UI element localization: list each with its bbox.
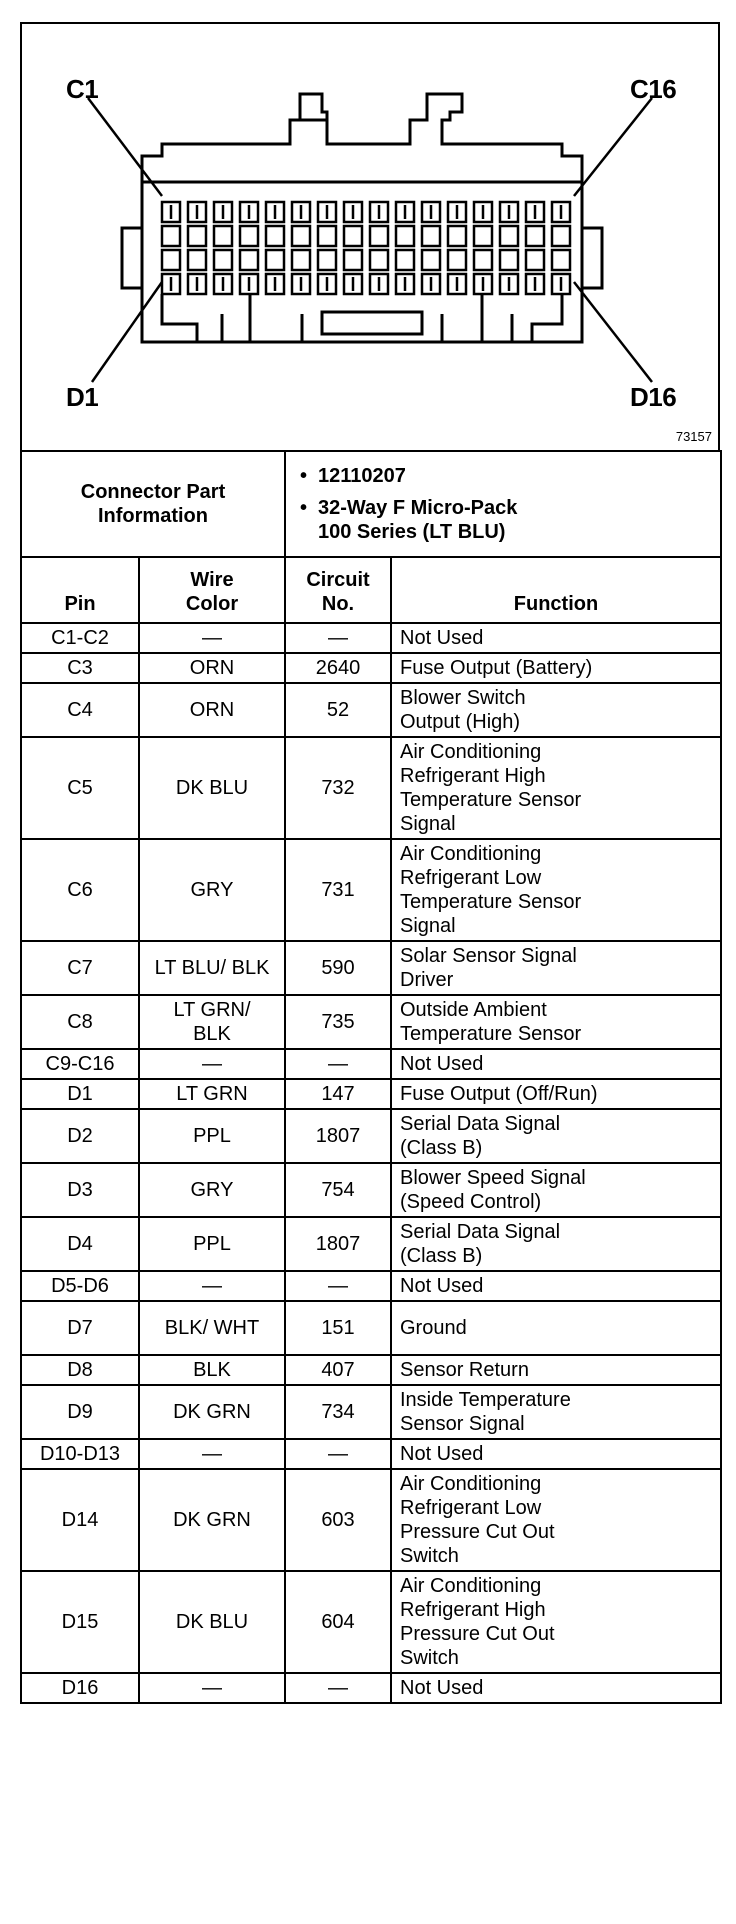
cell-wire-color: DK GRN bbox=[139, 1385, 285, 1439]
cell-wire-color: GRY bbox=[139, 1163, 285, 1217]
table-row bbox=[21, 1109, 721, 1163]
pin-cavity bbox=[292, 226, 310, 246]
cell-pin: D8 bbox=[21, 1355, 139, 1385]
table-row bbox=[21, 1439, 721, 1469]
pin-cavity bbox=[396, 226, 414, 246]
table-row bbox=[21, 1469, 721, 1571]
function-line: Pressure Cut Out bbox=[400, 1623, 555, 1645]
cell-wire-color: BLK bbox=[139, 1355, 285, 1385]
function-line: Temperature Sensor bbox=[400, 891, 582, 913]
cell-function bbox=[391, 995, 721, 1049]
cell-wire-color: PPL bbox=[139, 1109, 285, 1163]
cell-wire-color: — bbox=[139, 1673, 285, 1703]
function-line: Blower Switch bbox=[400, 687, 526, 709]
cell-function bbox=[391, 1439, 721, 1469]
cell-function bbox=[391, 1385, 721, 1439]
function-line: Signal bbox=[400, 915, 456, 937]
cell-function bbox=[391, 1109, 721, 1163]
function-line: Not Used bbox=[400, 1275, 484, 1297]
pin-cavity bbox=[500, 226, 518, 246]
part-info-values bbox=[285, 451, 721, 557]
function-line: Ground bbox=[400, 1317, 467, 1339]
pin-cavity bbox=[344, 250, 362, 270]
pin-cavity bbox=[240, 250, 258, 270]
cell-wire-color: — bbox=[139, 1049, 285, 1079]
pin-cavity bbox=[422, 250, 440, 270]
function-line: Fuse Output (Off/Run) bbox=[400, 1083, 598, 1105]
function-line: Not Used bbox=[400, 1677, 484, 1699]
table-row bbox=[21, 1217, 721, 1271]
pin-cavity bbox=[396, 250, 414, 270]
cell-function bbox=[391, 1301, 721, 1355]
cell-wire-color: — bbox=[139, 1439, 285, 1469]
cell-circuit: 2640 bbox=[285, 653, 391, 683]
pin-cavity bbox=[188, 250, 206, 270]
cell-pin: C7 bbox=[21, 941, 139, 995]
part-info-row bbox=[21, 451, 721, 557]
function-line: Refrigerant Low bbox=[400, 867, 542, 889]
cell-pin: C1-C2 bbox=[21, 623, 139, 653]
pin-cavity bbox=[500, 250, 518, 270]
pin-cavity bbox=[422, 226, 440, 246]
pin-rows bbox=[162, 202, 570, 294]
housing-left-latch bbox=[142, 94, 327, 182]
cell-function bbox=[391, 1217, 721, 1271]
function-line: Air Conditioning bbox=[400, 1473, 542, 1495]
cell-circuit: 731 bbox=[285, 839, 391, 941]
side-tab-left bbox=[122, 228, 142, 288]
cell-pin: C4 bbox=[21, 683, 139, 737]
cell-wire-color: DK BLU bbox=[139, 737, 285, 839]
pin-cavity bbox=[266, 250, 284, 270]
pin-cavity bbox=[474, 226, 492, 246]
leader-d1 bbox=[92, 282, 162, 382]
function-line: Refrigerant High bbox=[400, 765, 546, 787]
label-c1: C1 bbox=[66, 74, 99, 104]
function-line: Air Conditioning bbox=[400, 843, 542, 865]
table-row bbox=[21, 1079, 721, 1109]
header-pin: Pin bbox=[21, 557, 139, 623]
cell-function bbox=[391, 1673, 721, 1703]
pin-cavity bbox=[552, 250, 570, 270]
function-line: (Speed Control) bbox=[400, 1191, 542, 1213]
cell-circuit: — bbox=[285, 623, 391, 653]
function-line: Air Conditioning bbox=[400, 741, 542, 763]
function-line: Switch bbox=[400, 1647, 459, 1669]
cell-wire-color: DK BLU bbox=[139, 1571, 285, 1673]
cell-circuit: 52 bbox=[285, 683, 391, 737]
table-row bbox=[21, 1271, 721, 1301]
pin-cavity bbox=[318, 226, 336, 246]
cell-function bbox=[391, 1079, 721, 1109]
pin-cavity bbox=[240, 226, 258, 246]
pin-cavity bbox=[162, 226, 180, 246]
cell-function bbox=[391, 1163, 721, 1217]
pin-cavity bbox=[370, 226, 388, 246]
table-row bbox=[21, 683, 721, 737]
pin-cavity bbox=[552, 226, 570, 246]
cell-wire-color: BLK/ WHT bbox=[139, 1301, 285, 1355]
function-line: (Class B) bbox=[400, 1137, 483, 1159]
cell-function bbox=[391, 623, 721, 653]
cell-pin: D10-D13 bbox=[21, 1439, 139, 1469]
cell-function bbox=[391, 941, 721, 995]
function-line: Serial Data Signal bbox=[400, 1221, 561, 1243]
cell-pin: D14 bbox=[21, 1469, 139, 1571]
pin-cavity bbox=[214, 250, 232, 270]
cell-pin: D15 bbox=[21, 1571, 139, 1673]
function-line: Signal bbox=[400, 813, 456, 835]
cell-circuit: — bbox=[285, 1673, 391, 1703]
cell-wire-color: ORN bbox=[139, 683, 285, 737]
cell-wire-color: — bbox=[139, 623, 285, 653]
cell-pin: D2 bbox=[21, 1109, 139, 1163]
housing-right-latch bbox=[327, 94, 582, 182]
function-line: Output (High) bbox=[400, 711, 521, 733]
pin-cavity bbox=[318, 250, 336, 270]
cell-pin: D9 bbox=[21, 1385, 139, 1439]
cell-circuit: 590 bbox=[285, 941, 391, 995]
function-line: Serial Data Signal bbox=[400, 1113, 561, 1135]
function-line: Sensor Signal bbox=[400, 1413, 525, 1435]
label-c16: C16 bbox=[630, 74, 677, 104]
part-description: • 32-Way F Micro-Pack 100 Series (LT BLU) bbox=[300, 496, 712, 544]
pin-cavity bbox=[448, 226, 466, 246]
pin-cavity bbox=[266, 226, 284, 246]
cell-pin: D7 bbox=[21, 1301, 139, 1355]
pin-cavity bbox=[474, 250, 492, 270]
cell-pin: C5 bbox=[21, 737, 139, 839]
header-wire-color: Wire Color bbox=[139, 557, 285, 623]
cell-pin: D16 bbox=[21, 1673, 139, 1703]
function-line: Not Used bbox=[400, 1053, 484, 1075]
pin-cavity bbox=[448, 250, 466, 270]
figure-number: 73157 bbox=[675, 429, 712, 444]
label-d16: D16 bbox=[630, 382, 677, 412]
pin-cavity bbox=[292, 250, 310, 270]
function-line: Not Used bbox=[400, 1443, 484, 1465]
pin-cavity bbox=[370, 250, 388, 270]
function-line: Air Conditioning bbox=[400, 1575, 542, 1597]
cell-pin: D3 bbox=[21, 1163, 139, 1217]
cell-circuit: 1807 bbox=[285, 1109, 391, 1163]
cell-function bbox=[391, 1469, 721, 1571]
table-row bbox=[21, 737, 721, 839]
housing-bottom-right bbox=[482, 294, 562, 342]
leader-c1 bbox=[88, 98, 162, 196]
cell-circuit: 407 bbox=[285, 1355, 391, 1385]
pin-cavity bbox=[526, 226, 544, 246]
header-function: Function bbox=[391, 557, 721, 623]
pin-cavity bbox=[162, 250, 180, 270]
cell-wire-color: PPL bbox=[139, 1217, 285, 1271]
cell-function bbox=[391, 1355, 721, 1385]
connector-diagram bbox=[20, 22, 720, 452]
function-line: Pressure Cut Out bbox=[400, 1521, 555, 1543]
table-row bbox=[21, 1355, 721, 1385]
cell-wire-color: LT GRN/ BLK bbox=[139, 995, 285, 1049]
cell-circuit: — bbox=[285, 1439, 391, 1469]
function-line: Temperature Sensor bbox=[400, 789, 582, 811]
function-line: Temperature Sensor bbox=[400, 1023, 582, 1045]
cell-function bbox=[391, 1049, 721, 1079]
pin-cavity bbox=[188, 226, 206, 246]
housing-bottom-key bbox=[302, 312, 442, 342]
cell-function bbox=[391, 839, 721, 941]
cell-circuit: 732 bbox=[285, 737, 391, 839]
pin-cavity bbox=[214, 226, 232, 246]
cell-circuit: 603 bbox=[285, 1469, 391, 1571]
function-line: Switch bbox=[400, 1545, 459, 1567]
leader-d16 bbox=[574, 282, 652, 382]
cell-function bbox=[391, 1571, 721, 1673]
cell-pin: C3 bbox=[21, 653, 139, 683]
cell-circuit: — bbox=[285, 1049, 391, 1079]
table-row bbox=[21, 941, 721, 995]
cell-pin: C8 bbox=[21, 995, 139, 1049]
cell-circuit: 151 bbox=[285, 1301, 391, 1355]
pin-cavity bbox=[526, 250, 544, 270]
cell-function bbox=[391, 683, 721, 737]
pinout-table bbox=[20, 450, 722, 1704]
part-number: • 12110207 bbox=[300, 464, 712, 488]
cell-circuit: 147 bbox=[285, 1079, 391, 1109]
function-line: Not Used bbox=[400, 627, 484, 649]
function-line: Solar Sensor Signal bbox=[400, 945, 577, 967]
cell-circuit: 1807 bbox=[285, 1217, 391, 1271]
function-line: Refrigerant High bbox=[400, 1599, 546, 1621]
cell-function bbox=[391, 737, 721, 839]
table-row bbox=[21, 1571, 721, 1673]
pin-cavity bbox=[344, 226, 362, 246]
cell-circuit: 604 bbox=[285, 1571, 391, 1673]
cell-wire-color: — bbox=[139, 1271, 285, 1301]
table-row bbox=[21, 623, 721, 653]
part-info-title: Connector Part Information bbox=[21, 451, 285, 557]
cell-function bbox=[391, 653, 721, 683]
function-line: Driver bbox=[400, 969, 454, 991]
cell-wire-color: LT GRN bbox=[139, 1079, 285, 1109]
function-line: Blower Speed Signal bbox=[400, 1167, 586, 1189]
cell-pin: D1 bbox=[21, 1079, 139, 1109]
cell-circuit: 735 bbox=[285, 995, 391, 1049]
cell-pin: C6 bbox=[21, 839, 139, 941]
function-line: Inside Temperature bbox=[400, 1389, 571, 1411]
cell-circuit: — bbox=[285, 1271, 391, 1301]
function-line: Refrigerant Low bbox=[400, 1497, 542, 1519]
label-d1: D1 bbox=[66, 382, 99, 412]
cell-pin: C9-C16 bbox=[21, 1049, 139, 1079]
table-row bbox=[21, 1673, 721, 1703]
housing-bottom-left bbox=[162, 294, 250, 342]
function-line: (Class B) bbox=[400, 1245, 483, 1267]
side-tab-right bbox=[582, 228, 602, 288]
cell-circuit: 754 bbox=[285, 1163, 391, 1217]
table-row bbox=[21, 1385, 721, 1439]
table-header bbox=[21, 557, 721, 623]
cell-circuit: 734 bbox=[285, 1385, 391, 1439]
table-row bbox=[21, 839, 721, 941]
table-row bbox=[21, 1163, 721, 1217]
header-circuit: Circuit No. bbox=[285, 557, 391, 623]
table-row bbox=[21, 1049, 721, 1079]
table-row bbox=[21, 995, 721, 1049]
function-line: Outside Ambient bbox=[400, 999, 547, 1021]
cell-function bbox=[391, 1271, 721, 1301]
cell-wire-color: ORN bbox=[139, 653, 285, 683]
function-line: Fuse Output (Battery) bbox=[400, 657, 593, 679]
function-line: Sensor Return bbox=[400, 1359, 529, 1381]
connector-drawing bbox=[22, 24, 718, 450]
cell-pin: D4 bbox=[21, 1217, 139, 1271]
leader-c16 bbox=[574, 98, 652, 196]
cell-wire-color: GRY bbox=[139, 839, 285, 941]
table-row bbox=[21, 1301, 721, 1355]
cell-wire-color: LT BLU/ BLK bbox=[139, 941, 285, 995]
cell-pin: D5-D6 bbox=[21, 1271, 139, 1301]
connector-sheet bbox=[20, 22, 720, 1902]
table-row bbox=[21, 653, 721, 683]
cell-wire-color: DK GRN bbox=[139, 1469, 285, 1571]
